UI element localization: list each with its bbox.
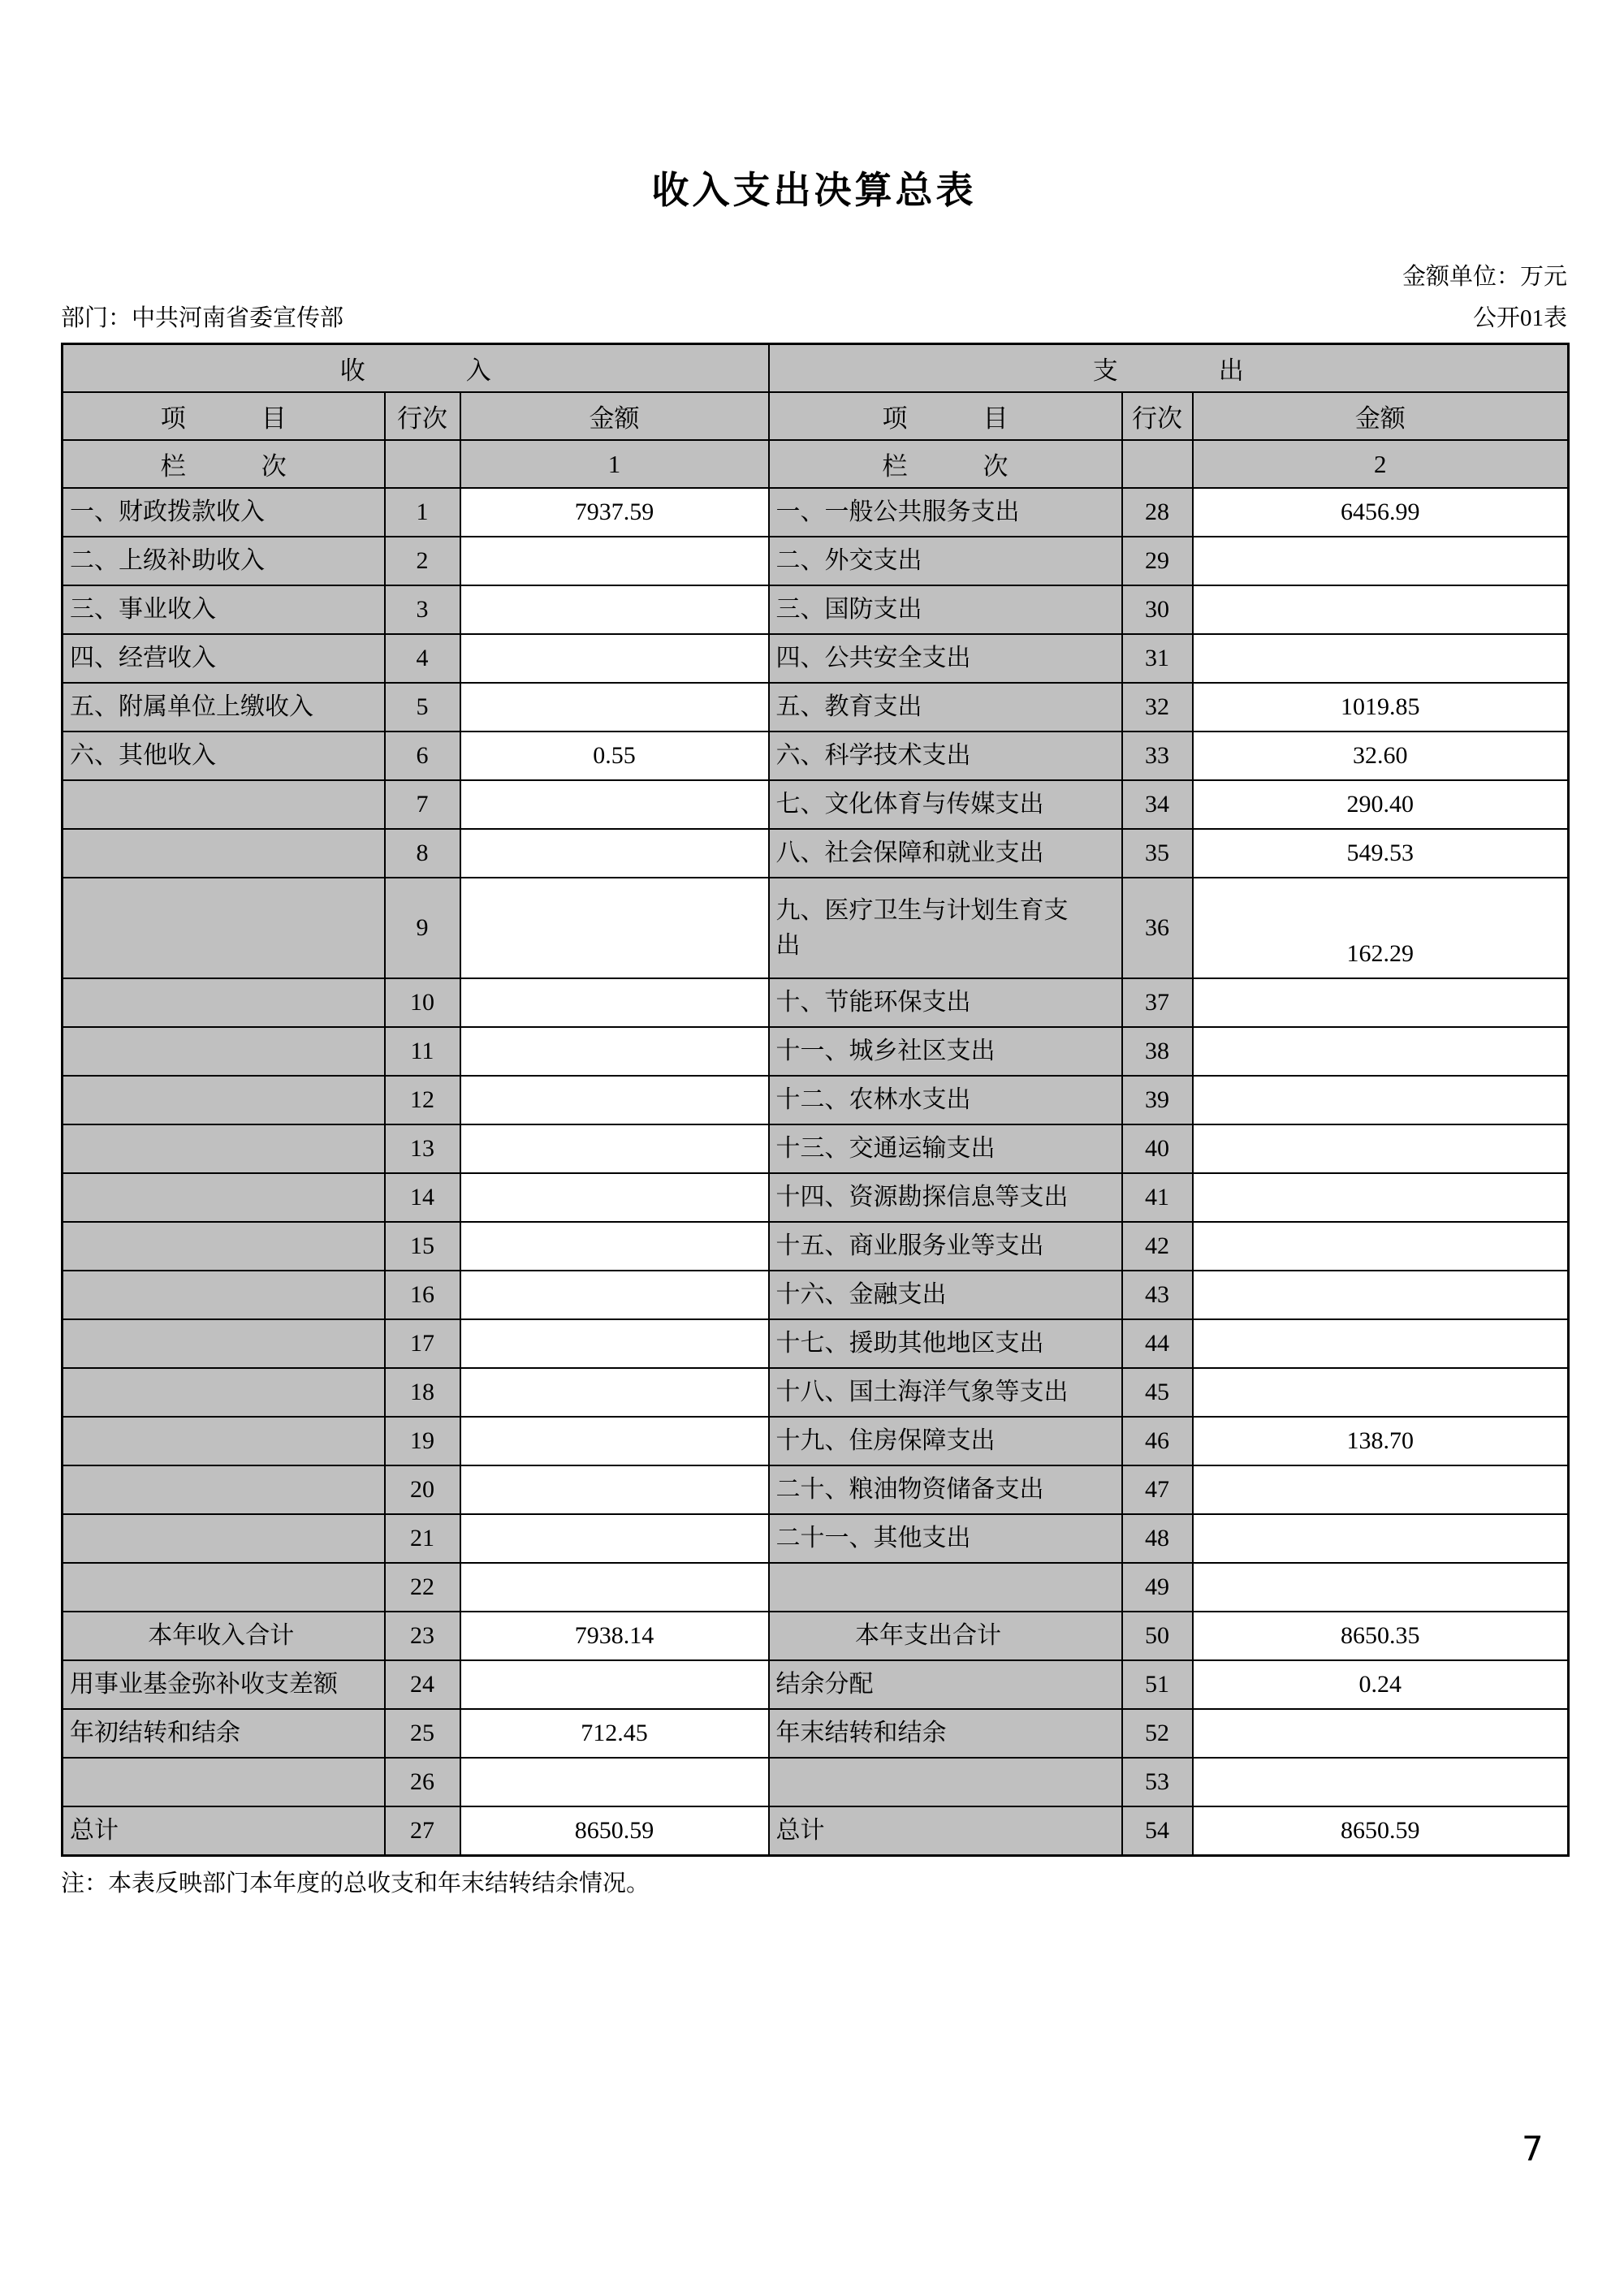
expense-amount-cell xyxy=(1193,1027,1569,1076)
expense-item-cell xyxy=(769,1758,1122,1806)
expense-item-cell: 十一、城乡社区支出 xyxy=(769,1027,1122,1076)
column-number-row xyxy=(63,440,1569,488)
expense-line-number-cell: 37 xyxy=(1122,978,1193,1027)
expense-item-cell: 十、节能环保支出 xyxy=(769,978,1122,1027)
income-line-number-cell: 13 xyxy=(385,1124,460,1173)
expense-line-number-cell: 29 xyxy=(1122,537,1193,585)
expense-item-cell: 二、外交支出 xyxy=(769,537,1122,585)
expense-line-number-cell: 47 xyxy=(1122,1465,1193,1514)
expense-item-cell: 年末结转和结余 xyxy=(769,1709,1122,1758)
table-row xyxy=(63,1465,1569,1514)
income-line-number-cell: 20 xyxy=(385,1465,460,1514)
expense-amount-cell xyxy=(1193,1709,1569,1758)
section-header-row xyxy=(63,344,1569,393)
table-row xyxy=(63,1758,1569,1806)
expense-item-cell: 一、一般公共服务支出 xyxy=(769,488,1122,537)
expense-line-number-cell: 54 xyxy=(1122,1806,1193,1856)
income-item-cell xyxy=(63,1222,385,1271)
income-amount-cell xyxy=(460,878,769,978)
expense-amount-cell: 162.29 xyxy=(1193,878,1569,978)
income-item-cell xyxy=(63,978,385,1027)
table-row xyxy=(63,1222,1569,1271)
table-row xyxy=(63,1660,1569,1709)
income-item-cell xyxy=(63,1271,385,1319)
table-row xyxy=(63,732,1569,780)
expense-item-cell: 二十、粮油物资储备支出 xyxy=(769,1465,1122,1514)
expense-item-cell: 结余分配 xyxy=(769,1660,1122,1709)
budget-summary-table xyxy=(61,343,1570,1857)
income-amount-cell xyxy=(460,1319,769,1368)
table-row xyxy=(63,1709,1569,1758)
income-item-cell xyxy=(63,1076,385,1124)
income-line-number-cell: 1 xyxy=(385,488,460,537)
expense-line-number-cell: 52 xyxy=(1122,1709,1193,1758)
table-row xyxy=(63,1806,1569,1856)
expense-amount-cell xyxy=(1193,1173,1569,1222)
table-row xyxy=(63,634,1569,683)
expense-item-cell: 十四、资源勘探信息等支出 xyxy=(769,1173,1122,1222)
expense-item-cell xyxy=(769,1563,1122,1612)
expense-line-number-cell: 50 xyxy=(1122,1612,1193,1660)
table-row xyxy=(63,1124,1569,1173)
table-row xyxy=(63,1319,1569,1368)
income-item-cell: 五、附属单位上缴收入 xyxy=(63,683,385,732)
income-item-cell: 总计 xyxy=(63,1806,385,1856)
income-amount-cell xyxy=(460,1417,769,1465)
expense-line-header: 行次 xyxy=(1122,392,1193,440)
expense-amount-cell xyxy=(1193,978,1569,1027)
income-amount-cell xyxy=(460,1514,769,1563)
table-header xyxy=(63,344,1569,489)
department-label: 部门：中共河南省委宣传部 xyxy=(61,305,344,331)
income-line-number-cell: 10 xyxy=(385,978,460,1027)
table-row xyxy=(63,1514,1569,1563)
expense-line-number-cell: 28 xyxy=(1122,488,1193,537)
income-amount-cell: 712.45 xyxy=(460,1709,769,1758)
expense-line-number-cell: 30 xyxy=(1122,585,1193,634)
expense-amount-cell: 290.40 xyxy=(1193,780,1569,829)
table-row xyxy=(63,683,1569,732)
income-amount-cell xyxy=(460,1368,769,1417)
expense-amount-header: 金额 xyxy=(1193,392,1569,440)
table-row xyxy=(63,585,1569,634)
expense-amount-cell xyxy=(1193,585,1569,634)
income-item-cell: 一、财政拨款收入 xyxy=(63,488,385,537)
table-row xyxy=(63,1368,1569,1417)
income-line-number-cell: 26 xyxy=(385,1758,460,1806)
expense-amount-cell xyxy=(1193,1514,1569,1563)
income-item-cell xyxy=(63,1465,385,1514)
income-line-number-cell: 12 xyxy=(385,1076,460,1124)
income-amount-cell xyxy=(460,829,769,878)
document-page xyxy=(61,0,1567,1898)
income-line-number-cell: 7 xyxy=(385,780,460,829)
expense-amount-cell: 8650.35 xyxy=(1193,1612,1569,1660)
income-item-cell xyxy=(63,1124,385,1173)
expense-item-cell: 三、国防支出 xyxy=(769,585,1122,634)
income-line-number-cell: 15 xyxy=(385,1222,460,1271)
income-amount-cell xyxy=(460,634,769,683)
income-line-number-cell: 27 xyxy=(385,1806,460,1856)
income-item-cell xyxy=(63,1514,385,1563)
income-line-number-cell: 16 xyxy=(385,1271,460,1319)
income-item-cell xyxy=(63,1319,385,1368)
expense-amount-cell: 32.60 xyxy=(1193,732,1569,780)
amount-unit-label: 金额单位：万元 xyxy=(1402,264,1567,290)
income-line-number-cell: 19 xyxy=(385,1417,460,1465)
income-amount-cell xyxy=(460,1758,769,1806)
income-item-cell: 六、其他收入 xyxy=(63,732,385,780)
income-item-cell: 二、上级补助收入 xyxy=(63,537,385,585)
income-item-cell: 本年收入合计 xyxy=(63,1612,385,1660)
expense-amount-cell: 138.70 xyxy=(1193,1417,1569,1465)
table-footnote: 注：本表反映部门本年度的总收支和年末结转结余情况。 xyxy=(61,1871,650,1897)
expense-line-number-cell: 39 xyxy=(1122,1076,1193,1124)
income-item-cell: 三、事业收入 xyxy=(63,585,385,634)
income-amount-cell xyxy=(460,1124,769,1173)
expense-amount-cell xyxy=(1193,537,1569,585)
income-item-cell xyxy=(63,1758,385,1806)
income-amount-cell: 7937.59 xyxy=(460,488,769,537)
table-row xyxy=(63,488,1569,537)
expense-item-cell: 总计 xyxy=(769,1806,1122,1856)
table-row xyxy=(63,978,1569,1027)
income-line-number-cell: 4 xyxy=(385,634,460,683)
income-column-number: 1 xyxy=(460,440,769,488)
income-line-header: 行次 xyxy=(385,392,460,440)
income-amount-cell: 7938.14 xyxy=(460,1612,769,1660)
page-number: 7 xyxy=(1522,2129,1544,2169)
income-line-number-cell: 21 xyxy=(385,1514,460,1563)
expense-lanci-line-cell xyxy=(1122,440,1193,488)
income-item-cell xyxy=(63,1368,385,1417)
income-line-number-cell: 3 xyxy=(385,585,460,634)
income-amount-cell: 0.55 xyxy=(460,732,769,780)
income-line-number-cell: 9 xyxy=(385,878,460,978)
income-item-cell xyxy=(63,1173,385,1222)
expense-amount-cell xyxy=(1193,634,1569,683)
expense-item-cell: 二十一、其他支出 xyxy=(769,1514,1122,1563)
table-row xyxy=(63,1563,1569,1612)
expense-amount-cell xyxy=(1193,1563,1569,1612)
expense-item-cell: 十八、国土海洋气象等支出 xyxy=(769,1368,1122,1417)
expense-line-number-cell: 31 xyxy=(1122,634,1193,683)
expense-amount-cell xyxy=(1193,1368,1569,1417)
income-line-number-cell: 2 xyxy=(385,537,460,585)
income-lanci-label: 栏 次 xyxy=(63,440,385,488)
expense-line-number-cell: 38 xyxy=(1122,1027,1193,1076)
income-line-number-cell: 11 xyxy=(385,1027,460,1076)
expense-amount-cell xyxy=(1193,1271,1569,1319)
income-amount-cell xyxy=(460,1271,769,1319)
income-amount-cell xyxy=(460,978,769,1027)
column-header-row xyxy=(63,392,1569,440)
income-item-cell xyxy=(63,780,385,829)
income-line-number-cell: 17 xyxy=(385,1319,460,1368)
income-item-header: 项 目 xyxy=(63,392,385,440)
expense-line-number-cell: 48 xyxy=(1122,1514,1193,1563)
income-amount-cell xyxy=(460,1660,769,1709)
income-amount-cell xyxy=(460,683,769,732)
income-item-cell xyxy=(63,829,385,878)
expense-line-number-cell: 35 xyxy=(1122,829,1193,878)
expense-amount-cell: 549.53 xyxy=(1193,829,1569,878)
table-row xyxy=(63,537,1569,585)
income-item-cell xyxy=(63,878,385,978)
income-item-cell xyxy=(63,1417,385,1465)
income-line-number-cell: 18 xyxy=(385,1368,460,1417)
income-amount-cell: 8650.59 xyxy=(460,1806,769,1856)
income-item-cell xyxy=(63,1027,385,1076)
expense-item-cell: 七、文化体育与传媒支出 xyxy=(769,780,1122,829)
table-row xyxy=(63,1612,1569,1660)
expense-amount-cell: 8650.59 xyxy=(1193,1806,1569,1856)
expense-section-header: 支 出 xyxy=(769,344,1569,393)
expense-item-header: 项 目 xyxy=(769,392,1122,440)
expense-line-number-cell: 40 xyxy=(1122,1124,1193,1173)
income-amount-header: 金额 xyxy=(460,392,769,440)
expense-item-cell: 六、科学技术支出 xyxy=(769,732,1122,780)
table-row xyxy=(63,1271,1569,1319)
expense-line-number-cell: 34 xyxy=(1122,780,1193,829)
expense-item-cell: 十三、交通运输支出 xyxy=(769,1124,1122,1173)
expense-line-number-cell: 49 xyxy=(1122,1563,1193,1612)
expense-line-number-cell: 53 xyxy=(1122,1758,1193,1806)
expense-item-cell: 本年支出合计 xyxy=(769,1612,1122,1660)
table-row xyxy=(63,1027,1569,1076)
income-amount-cell xyxy=(460,1222,769,1271)
expense-line-number-cell: 44 xyxy=(1122,1319,1193,1368)
expense-item-cell: 十九、住房保障支出 xyxy=(769,1417,1122,1465)
income-amount-cell xyxy=(460,1027,769,1076)
income-item-cell xyxy=(63,1563,385,1612)
expense-line-number-cell: 51 xyxy=(1122,1660,1193,1709)
expense-amount-cell xyxy=(1193,1124,1569,1173)
income-item-cell: 用事业基金弥补收支差额 xyxy=(63,1660,385,1709)
income-amount-cell xyxy=(460,1465,769,1514)
expense-item-cell: 十七、援助其他地区支出 xyxy=(769,1319,1122,1368)
subheader-row xyxy=(61,300,1567,333)
income-line-number-cell: 5 xyxy=(385,683,460,732)
income-line-number-cell: 24 xyxy=(385,1660,460,1709)
income-section-header: 收 入 xyxy=(63,344,769,393)
income-item-cell: 年初结转和结余 xyxy=(63,1709,385,1758)
table-row xyxy=(63,780,1569,829)
table-row xyxy=(63,1076,1569,1124)
income-amount-cell xyxy=(460,780,769,829)
expense-line-number-cell: 43 xyxy=(1122,1271,1193,1319)
expense-line-number-cell: 45 xyxy=(1122,1368,1193,1417)
expense-item-cell: 八、社会保障和就业支出 xyxy=(769,829,1122,878)
income-item-cell: 四、经营收入 xyxy=(63,634,385,683)
expense-item-cell: 五、教育支出 xyxy=(769,683,1122,732)
expense-item-cell: 四、公共安全支出 xyxy=(769,634,1122,683)
table-row xyxy=(63,1173,1569,1222)
expense-line-number-cell: 32 xyxy=(1122,683,1193,732)
income-line-number-cell: 23 xyxy=(385,1612,460,1660)
expense-amount-cell xyxy=(1193,1222,1569,1271)
income-lanci-line-cell xyxy=(385,440,460,488)
expense-item-cell: 十五、商业服务业等支出 xyxy=(769,1222,1122,1271)
income-line-number-cell: 22 xyxy=(385,1563,460,1612)
income-line-number-cell: 6 xyxy=(385,732,460,780)
form-code-label: 公开01表 xyxy=(1472,305,1567,331)
income-line-number-cell: 14 xyxy=(385,1173,460,1222)
expense-line-number-cell: 33 xyxy=(1122,732,1193,780)
expense-amount-cell: 0.24 xyxy=(1193,1660,1569,1709)
expense-line-number-cell: 41 xyxy=(1122,1173,1193,1222)
income-amount-cell xyxy=(460,1563,769,1612)
table-row xyxy=(63,878,1569,978)
expense-line-number-cell: 46 xyxy=(1122,1417,1193,1465)
income-amount-cell xyxy=(460,1076,769,1124)
expense-item-cell: 十二、农林水支出 xyxy=(769,1076,1122,1124)
table-body xyxy=(63,488,1569,1856)
income-amount-cell xyxy=(460,1173,769,1222)
expense-line-number-cell: 36 xyxy=(1122,878,1193,978)
expense-amount-cell xyxy=(1193,1076,1569,1124)
expense-lanci-label: 栏 次 xyxy=(769,440,1122,488)
income-amount-cell xyxy=(460,537,769,585)
expense-line-number-cell: 42 xyxy=(1122,1222,1193,1271)
expense-amount-cell xyxy=(1193,1319,1569,1368)
expense-item-cell: 九、医疗卫生与计划生育支出 xyxy=(769,878,1122,978)
expense-column-number: 2 xyxy=(1193,440,1569,488)
income-line-number-cell: 8 xyxy=(385,829,460,878)
expense-amount-cell: 1019.85 xyxy=(1193,683,1569,732)
table-row xyxy=(63,829,1569,878)
page-title: 收入支出决算总表 xyxy=(651,170,977,211)
expense-amount-cell: 6456.99 xyxy=(1193,488,1569,537)
expense-amount-cell xyxy=(1193,1465,1569,1514)
expense-amount-cell xyxy=(1193,1758,1569,1806)
income-amount-cell xyxy=(460,585,769,634)
table-row xyxy=(63,1417,1569,1465)
income-line-number-cell: 25 xyxy=(385,1709,460,1758)
expense-item-cell: 十六、金融支出 xyxy=(769,1271,1122,1319)
